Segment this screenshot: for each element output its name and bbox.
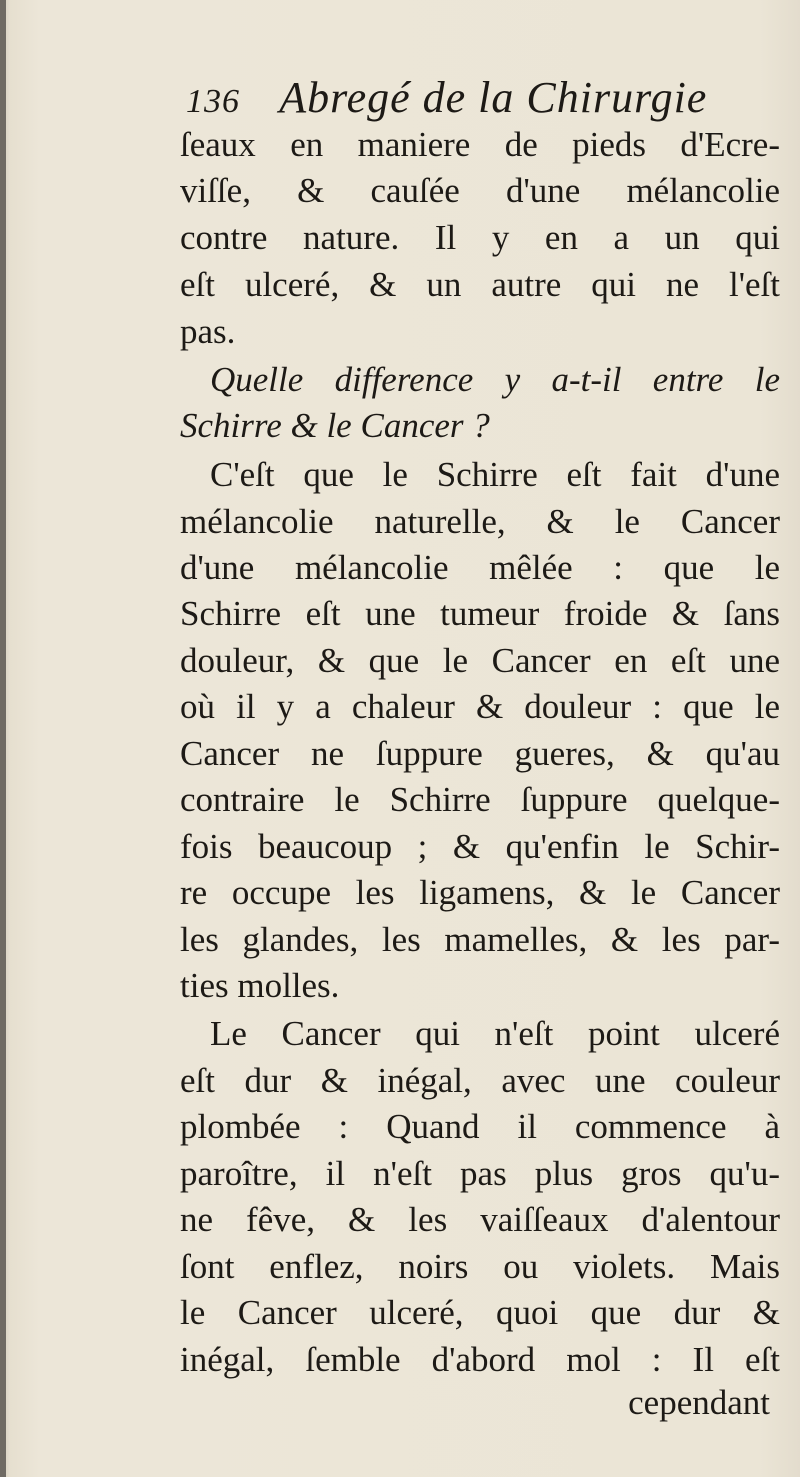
text-line: Cancer ne ſuppure gueres, & qu'au (180, 734, 780, 773)
text-line: mélancolie naturelle, & le Cancer (180, 502, 780, 541)
text-line: eſt dur & inégal, avec une couleur (180, 1061, 780, 1100)
text-line: inégal, ſemble d'abord mol : Il eſt (180, 1340, 780, 1379)
text-line: ſeaux en maniere de pieds d'Ecre- (180, 125, 780, 164)
text-line: C'eſt que le Schirre eſt fait d'une (210, 455, 780, 494)
text-line: eſt ulceré, & un autre qui ne l'eſt (180, 265, 780, 304)
text-line: ties molles. (180, 966, 340, 1005)
text-line: re occupe les ligamens, & le Cancer (180, 873, 780, 912)
text-line: ne fêve, & les vaiſſeaux d'alentour (180, 1200, 780, 1239)
text-line: Schirre eſt une tumeur froide & ſans (180, 594, 780, 633)
text-line: le Cancer ulceré, quoi que dur & (180, 1293, 780, 1332)
question-line: Quelle difference y a-t-il entre le (210, 360, 780, 399)
text-line: contraire le Schirre ſuppure quelque- (180, 780, 780, 819)
question-line: Schirre & le Cancer ? (180, 406, 490, 445)
catchword: cependant (628, 1383, 770, 1422)
running-head (186, 72, 707, 123)
text-line: les glandes, les mamelles, & les par- (180, 920, 780, 959)
text-line: viſſe, & cauſée d'une mélancolie (180, 171, 780, 210)
page-number: 136 (186, 83, 240, 120)
text-line: douleur, & que le Cancer en eſt une (180, 641, 780, 680)
text-line: Le Cancer qui n'eſt point ulceré (210, 1014, 780, 1053)
page-edge (0, 0, 6, 1477)
text-line: d'une mélancolie mêlée : que le (180, 548, 780, 587)
text-line: pas. (180, 312, 236, 351)
text-line: ſont enflez, noirs ou violets. Mais (180, 1247, 780, 1286)
text-line: où il y a chaleur & douleur : que le (180, 687, 780, 726)
text-line: plombée : Quand il commence à (180, 1107, 780, 1146)
text-line: contre nature. Il y en a un qui (180, 218, 780, 257)
text-line: paroître, il n'eſt pas plus gros qu'u- (180, 1154, 780, 1193)
text-line: fois beaucoup ; & qu'enfin le Schir- (180, 827, 780, 866)
running-title: Abregé de la Chirurgie (279, 73, 708, 122)
